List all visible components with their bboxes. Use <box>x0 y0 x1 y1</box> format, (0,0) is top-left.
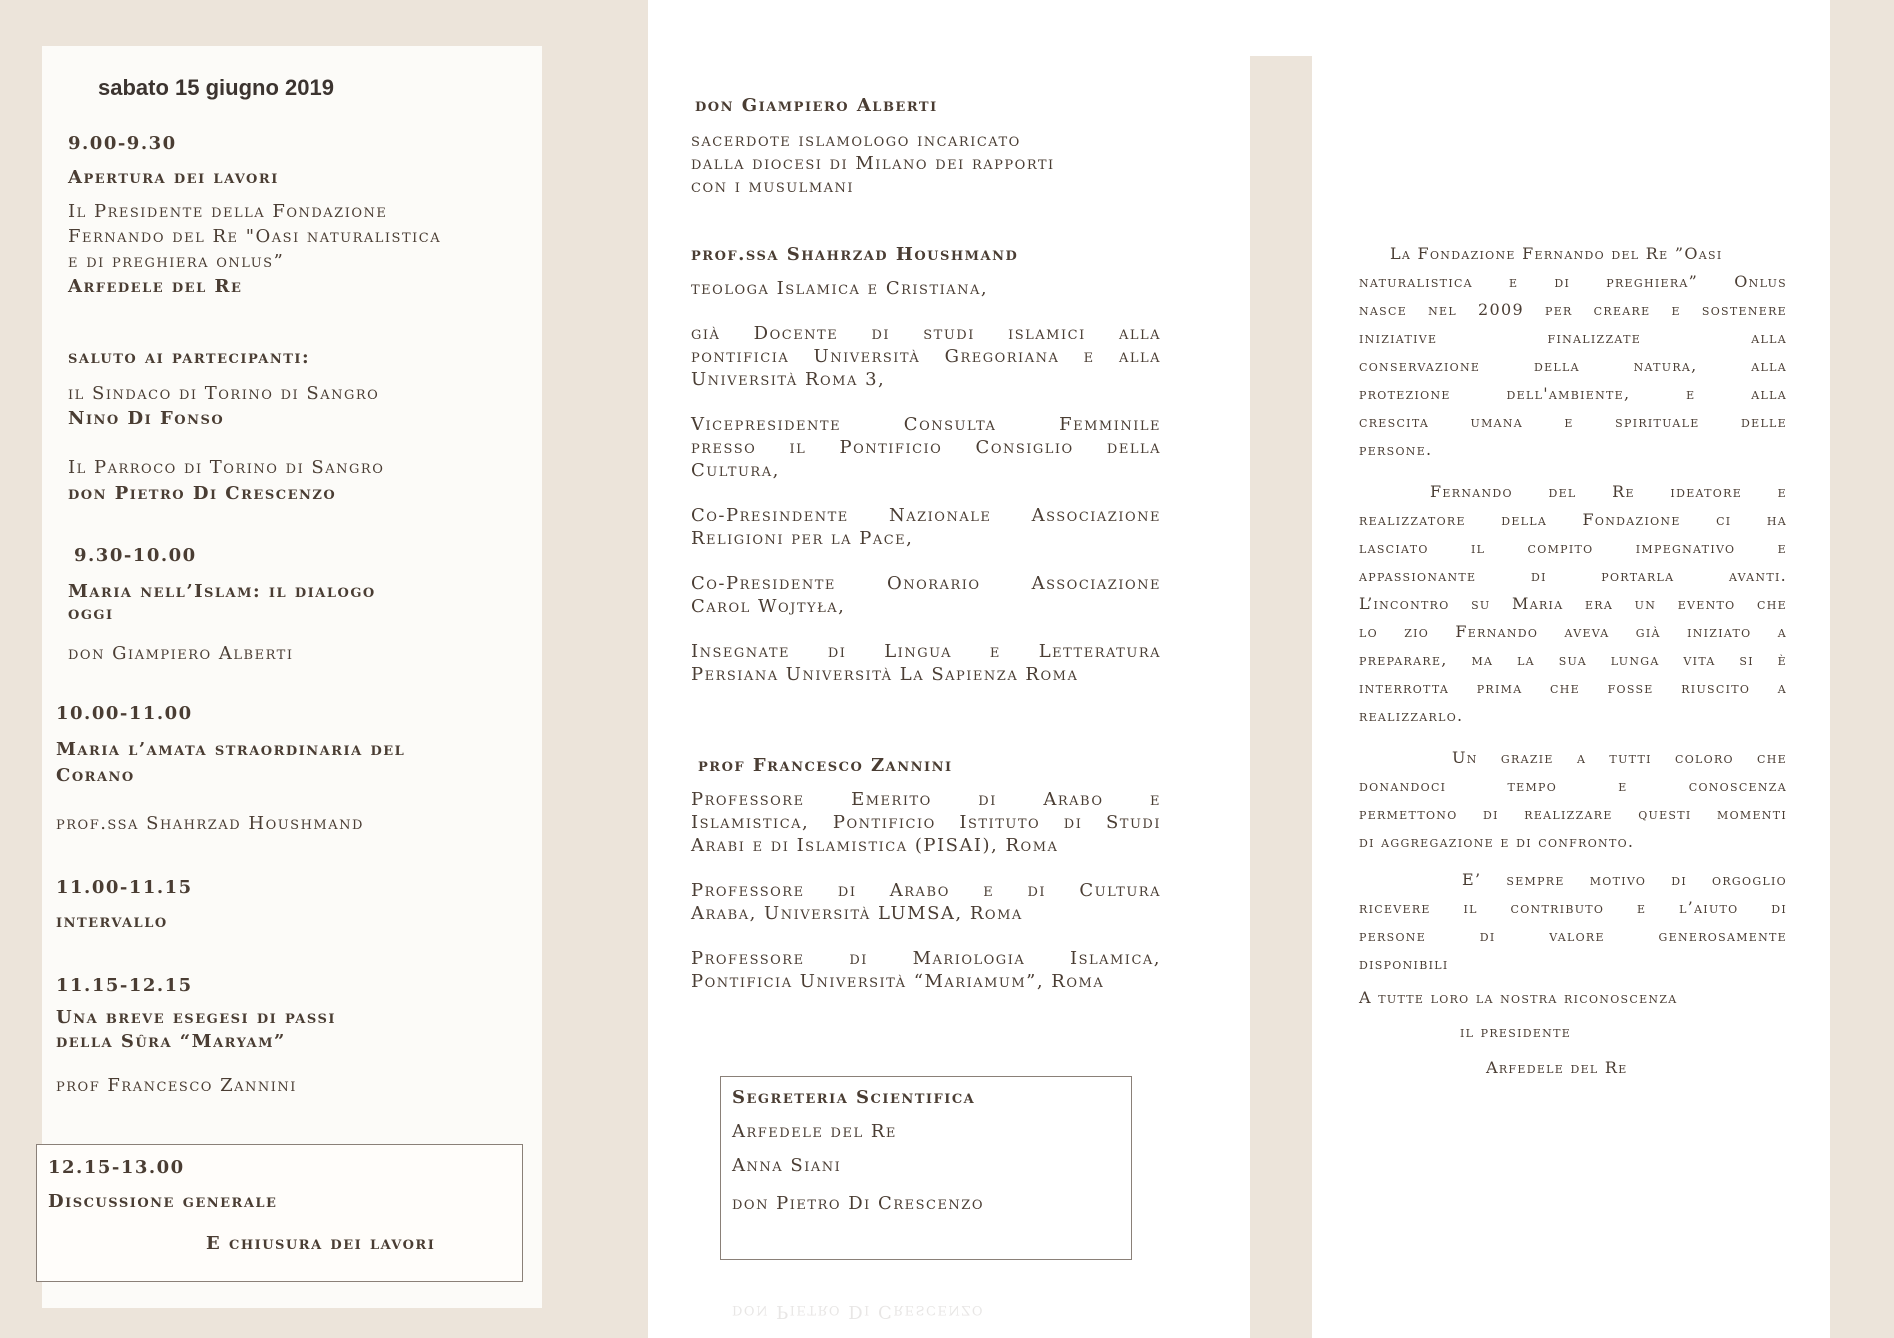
session-1-line: Fernando del Re "Oasi naturalistica <box>68 226 442 247</box>
secretariat-reflection: don Pietro Di Crescenzo <box>732 1301 984 1322</box>
speaker-houshmand-name: prof.ssa Shahrzad Houshmand <box>691 244 1019 265</box>
foundation-paragraph-line: realizzatore della Fondazione ci ha <box>1359 510 1787 529</box>
right-edge-strip <box>1830 0 1894 1338</box>
foundation-paragraph-line: lo zio Fernando aveva già iniziato a <box>1359 622 1787 641</box>
speaker-alberti-name: don Giampiero Alberti <box>695 95 938 116</box>
foundation-paragraph-line: iniziative finalizzate alla <box>1359 328 1787 347</box>
foundation-paragraph-line: appassionante di portarla avanti. <box>1359 566 1787 585</box>
session-5-title: intervallo <box>56 911 168 932</box>
programme-date: sabato 15 giugno 2019 <box>98 75 334 100</box>
speaker-houshmand-desc: Cultura, <box>691 460 780 481</box>
foundation-paragraph-line: preparare, ma la sua lunga vita si è <box>1359 650 1787 669</box>
speaker-zannini-desc: Islamistica, Pontificio Istituto di Studi <box>691 812 1161 833</box>
speaker-alberti-desc: con i musulmani <box>691 176 855 197</box>
speaker-alberti-desc: dalla diocesi di Milano dei rapporti <box>691 153 1055 174</box>
greetings-name: Nino Di Fonso <box>68 408 225 429</box>
speaker-houshmand-desc: già Docente di studi islamici alla <box>691 323 1161 344</box>
speaker-zannini-desc: Professore di Arabo e di Cultura <box>691 880 1161 901</box>
foundation-paragraph-line: permettono di realizzare questi momenti <box>1359 804 1787 823</box>
foundation-thanks: A tutte loro la nostra riconoscenza <box>1359 988 1678 1007</box>
session-3-time: 9.30-10.00 <box>74 545 197 566</box>
greetings-line: Il Parroco di Torino di Sangro <box>68 457 385 478</box>
speaker-houshmand-desc: Università Roma 3, <box>691 369 886 390</box>
foundation-paragraph-line: lasciato il compito impegnativo e <box>1359 538 1787 557</box>
session-3-title: Maria nell’Islam: il dialogo <box>68 581 376 602</box>
foundation-paragraph-line: interrotta prima che fosse riuscito a <box>1359 678 1787 697</box>
speaker-zannini-name: prof Francesco Zannini <box>698 755 953 776</box>
closing-session-time: 12.15-13.00 <box>48 1157 185 1178</box>
closing-session-title: E chiusura dei lavori <box>206 1233 436 1254</box>
session-4-title: Corano <box>56 765 135 786</box>
session-6-time: 11.15-12.15 <box>56 975 193 996</box>
foundation-paragraph-line: disponibili <box>1359 954 1449 973</box>
session-4-title: Maria l’amata straordinaria del <box>56 739 406 760</box>
foundation-paragraph-line: nasce nel 2009 per creare e sostenere <box>1359 300 1787 319</box>
session-6-title: Una breve esegesi di passi <box>56 1007 336 1028</box>
signature-name: Arfedele del Re <box>1486 1058 1628 1077</box>
speaker-houshmand-desc: Vicepresidente Consulta Femminile <box>691 414 1161 435</box>
speaker-zannini-desc: Arabi e di Islamistica (PISAI), Roma <box>691 835 1059 856</box>
session-4-time: 10.00-11.00 <box>56 703 193 724</box>
session-1-speaker: Arfedele del Re <box>68 276 243 297</box>
foundation-paragraph-line: conservazione della natura, alla <box>1359 356 1787 375</box>
secretariat-title: Segreteria Scientifica <box>732 1087 976 1108</box>
session-1-time: 9.00-9.30 <box>68 133 177 154</box>
session-1-line: e di preghiera onlus” <box>68 251 285 272</box>
foundation-paragraph-line: donandoci tempo e conoscenza <box>1359 776 1787 795</box>
closing-session-title: Discussione generale <box>48 1191 278 1212</box>
session-3-speaker: don Giampiero Alberti <box>68 643 294 664</box>
middle-divider-strip <box>1250 56 1312 1338</box>
session-3-title: oggi <box>68 603 114 624</box>
session-5-time: 11.00-11.15 <box>56 877 193 898</box>
foundation-paragraph-line: persone di valore generosamente <box>1359 926 1787 945</box>
foundation-paragraph-line: L’incontro su Maria era un evento che <box>1359 594 1787 613</box>
greetings-name: don Pietro Di Crescenzo <box>68 483 337 504</box>
speaker-houshmand-desc: Persiana Università La Sapienza Roma <box>691 664 1079 685</box>
speaker-houshmand-desc: teologa Islamica e Cristiana, <box>691 278 989 299</box>
session-1-title: Apertura dei lavori <box>68 167 279 188</box>
secretariat-member: don Pietro Di Crescenzo <box>732 1193 984 1214</box>
secretariat-member: Arfedele del Re <box>732 1121 897 1142</box>
speaker-houshmand-desc: Co-Presindente Nazionale Associazione <box>691 505 1161 526</box>
foundation-paragraph-line: Un grazie a tutti coloro che <box>1452 748 1787 767</box>
foundation-paragraph-line: realizzarlo. <box>1359 706 1464 725</box>
signature-role: il presidente <box>1460 1022 1572 1041</box>
foundation-paragraph-line: La Fondazione Fernando del Re ”Oasi <box>1390 244 1723 263</box>
greetings-line: il Sindaco di Torino di Sangro <box>68 383 380 404</box>
speaker-zannini-desc: Pontificia Università “Mariamum”, Roma <box>691 971 1105 992</box>
foundation-paragraph-line: naturalistica e di preghiera” Onlus <box>1359 272 1787 291</box>
foundation-paragraph-line: ricevere il contributo e l’aiuto di <box>1359 898 1787 917</box>
speaker-houshmand-desc: presso il Pontificio Consiglio della <box>691 437 1161 458</box>
foundation-paragraph-line: Fernando del Re ideatore e <box>1430 482 1787 501</box>
session-4-speaker: prof.ssa Shahrzad Houshmand <box>56 813 364 834</box>
foundation-paragraph-line: crescita umana e spirituale delle <box>1359 412 1787 431</box>
session-6-speaker: prof Francesco Zannini <box>56 1075 297 1096</box>
greetings-title: saluto ai partecipanti: <box>68 347 311 368</box>
foundation-paragraph-line: E’ sempre motivo di orgoglio <box>1462 870 1787 889</box>
speaker-houshmand-desc: Insegnate di Lingua e Letteratura <box>691 641 1161 662</box>
secretariat-member: Anna Siani <box>732 1155 842 1176</box>
foundation-paragraph-line: protezione dell'ambiente, e alla <box>1359 384 1787 403</box>
speaker-alberti-desc: sacerdote islamologo incaricato <box>691 130 1021 151</box>
session-1-line: Il Presidente della Fondazione <box>68 201 388 222</box>
foundation-paragraph-line: di aggregazione e di confronto. <box>1359 832 1635 851</box>
speaker-houshmand-desc: pontificia Università Gregoriana e alla <box>691 346 1161 367</box>
speaker-houshmand-desc: Carol Wojtyła, <box>691 596 846 617</box>
foundation-paragraph-line: persone. <box>1359 440 1433 459</box>
session-6-title: della Sûra “Maryam” <box>56 1031 286 1052</box>
speaker-houshmand-desc: Religioni per la Pace, <box>691 528 914 549</box>
speaker-houshmand-desc: Co-Presidente Onorario Associazione <box>691 573 1161 594</box>
speaker-zannini-desc: Professore Emerito di Arabo e <box>691 789 1161 810</box>
speaker-zannini-desc: Araba, Università LUMSA, Roma <box>691 903 1023 924</box>
speaker-zannini-desc: Professore di Mariologia Islamica, <box>691 948 1161 969</box>
